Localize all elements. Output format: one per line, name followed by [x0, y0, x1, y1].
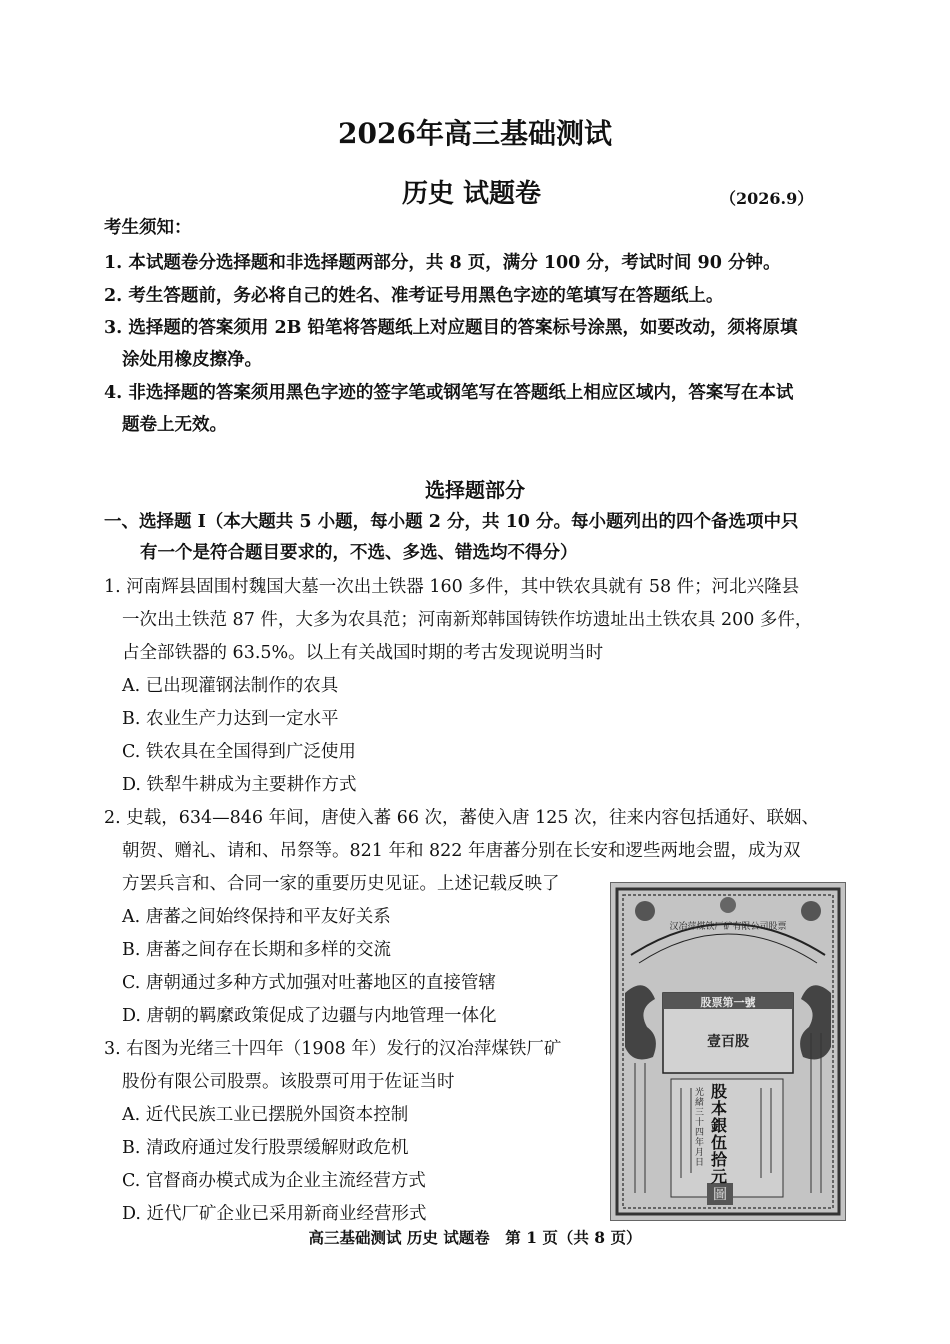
- option: D. 铁犁牛耕成为主要耕作方式: [122, 775, 357, 795]
- certificate-seal: 圖: [713, 1187, 727, 1203]
- option: C. 唐朝通过多种方式加强对吐蕃地区的直接管辖: [122, 973, 496, 993]
- question-stem: 方罢兵言和、合同一家的重要历史见证。上述记载反映了: [122, 874, 560, 894]
- option: D. 唐朝的羁縻政策促成了边疆与内地管理一体化: [122, 1006, 497, 1026]
- notice-item: 2. 考生答题前，务必将自己的姓名、准考证号用黑色字迹的笔填写在答题纸上。: [104, 286, 724, 306]
- question-stem: 股份有限公司股票。该股票可用于佐证当时: [122, 1072, 455, 1092]
- part-instructions: 有一个是符合题目要求的，不选、多选、错选均不得分）: [140, 543, 578, 563]
- question-stem: 一次出土铁范 87 件，大多为农具范；河南新郑韩国铸铁作坊遗址出土铁农具 200 多件，: [122, 610, 813, 630]
- option: C. 官督商办模式成为企业主流经营方式: [122, 1171, 426, 1191]
- page-footer: 高三基础测试 历史 试题卷 第 1 页（共 8 页）: [308, 1228, 642, 1247]
- option: D. 近代厂矿企业已采用新商业经营形式: [122, 1204, 427, 1224]
- section-title: 选择题部分: [425, 478, 525, 502]
- notice-item: 涂处用橡皮擦净。: [122, 350, 262, 370]
- part-instructions: 一、选择题 Ⅰ（本大题共 5 小题，每小题 2 分，共 10 分。每小题列出的四个备选项中只: [104, 512, 799, 532]
- option: A. 唐蕃之间始终保持和平友好关系: [122, 907, 391, 927]
- option: B. 农业生产力达到一定水平: [122, 709, 339, 729]
- question-stem: 1. 河南辉县固围村魏国大墓一次出土铁器 160 多件，其中铁农具就有 58 件；河北兴隆县: [104, 577, 800, 597]
- page-subtitle: 历史 试题卷: [402, 179, 542, 209]
- question-stem: 占全部铁器的 63.5%。以上有关战国时期的考古发现说明当时: [122, 643, 604, 663]
- question-stem: 朝贺、赠礼、请和、吊祭等。821 年和 822 年唐蕃分别在长安和逻些两地会盟，成为双: [122, 841, 801, 861]
- question-stem: 2. 史载，634—846 年间，唐使入蕃 66 次，蕃使入唐 125 次，往来内容包括通好、联姻、: [104, 808, 820, 828]
- certificate-vertical-main: 股本銀伍拾元: [711, 1082, 728, 1186]
- option: A. 近代民族工业已摆脱外国资本控制: [122, 1105, 409, 1125]
- notice-item: 题卷上无效。: [122, 415, 227, 435]
- certificate-vertical-date: 光緒三十四年 月 日: [695, 1088, 705, 1168]
- notice-item: 4. 非选择题的答案须用黑色字迹的签字笔或钢笔写在答题纸上相应区域内，答案写在本试: [104, 383, 794, 403]
- certificate-label: 股票第一號: [700, 996, 756, 1009]
- certificate-value: 壹百股: [707, 1034, 749, 1050]
- question-stem: 3. 右图为光绪三十四年（1908 年）发行的汉冶萍煤铁厂矿: [104, 1039, 562, 1059]
- notice-heading: 考生须知：: [104, 218, 192, 238]
- stock-certificate-image: [610, 882, 846, 1221]
- option: A. 已出现灌钢法制作的农具: [122, 676, 339, 696]
- option: B. 清政府通过发行股票缓解财政危机: [122, 1138, 409, 1158]
- exam-date: （2026.9）: [720, 189, 814, 208]
- option: C. 铁农具在全国得到广泛使用: [122, 742, 356, 762]
- notice-item: 1. 本试题卷分选择题和非选择题两部分，共 8 页，满分 100 分，考试时间 90 分钟。: [104, 253, 781, 273]
- option: B. 唐蕃之间存在长期和多样的交流: [122, 940, 391, 960]
- page-title: 2026年高三基础测试: [338, 117, 612, 150]
- notice-item: 3. 选择题的答案须用 2B 铅笔将答题纸上对应题目的答案标号涂黑，如要改动，须将原填: [104, 318, 798, 338]
- certificate-banner: 汉冶萍煤铁厂矿有限公司股票: [669, 922, 787, 932]
